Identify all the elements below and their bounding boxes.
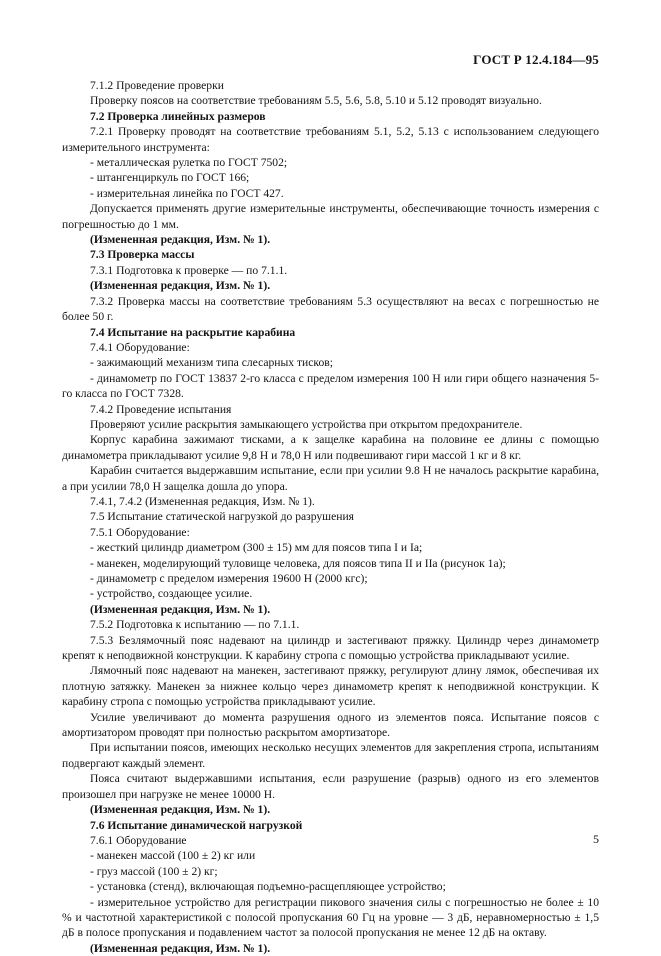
paragraph: Лямочный пояс надевают на манекен, застегивают пряжку, регулируют длину лямок, обеспечивая их плотную затяжку. Манекен за нижнее кольцо через динамометр крепят к неподвижной конструкции. К карабину стропа с помощью устройства прикладывают усилие.	[62, 664, 599, 709]
standard-header: ГОСТ Р 12.4.184—95	[473, 52, 599, 67]
paragraph: 7.5 Испытание статической нагрузкой до разрушения	[90, 510, 354, 524]
paragraph: 7.4.1, 7.4.2 (Измененная редакция, Изм. № 1).	[90, 494, 315, 508]
paragraph: - динамометр по ГОСТ 13837 2-го класса с пределом измерения 100 Н или гири общего назначения 5-го класса по ГОСТ 7328.	[62, 371, 599, 401]
paragraph: 7.1.2 Проведение проверки	[90, 79, 224, 92]
list-item: - манекен массой (100 ± 2) кг или	[90, 849, 256, 863]
paragraph: Проверяют усилие раскрытия замыкающего устройства при открытом предохранителе.	[90, 417, 523, 431]
paragraph: 7.2.1 Проверку проводят на соответствие требованиям 5.1, 5.2, 5.13 с использованием следующего измерительного инструмента:	[62, 125, 599, 154]
list-item: - груз массой (100 ± 2) кг;	[90, 864, 218, 878]
paragraph: 7.5.1 Оборудование:	[90, 525, 190, 539]
paragraph: При испытании поясов, имеющих несколько несущих элементов для закрепления стропа, испытаниям подвергают каждый элемент.	[62, 741, 599, 770]
document-body	[62, 78, 599, 956]
list-item: - динамометр с пределом измерения 19600 Н (2000 кгс);	[90, 572, 368, 585]
section-heading: (Измененная редакция, Изм. № 1).	[90, 602, 271, 616]
paragraph: 7.4.2 Проведение испытания	[90, 402, 232, 416]
list-item: - установка (стенд), включающая подъемно-расщепляющее устройство;	[90, 880, 446, 894]
section-heading: 7.6 Испытание динамической нагрузкой	[90, 818, 303, 832]
section-heading: 7.2 Проверка линейных размеров	[90, 109, 266, 123]
paragraph: 7.5.3 Безлямочный пояс надевают на цилиндр и застегивают пряжку. Цилиндр через динамометр крепят к неподвижной конструкции. К карабину стропа с помощью устройства прикладывают усилие.	[62, 633, 599, 663]
list-item: - манекен, моделирующий туловище человека, для поясов типа II и IIа (рисунок 1а);	[90, 556, 506, 570]
section-heading: (Измененная редакция, Изм. № 1).	[90, 941, 271, 955]
section-heading: (Измененная редакция, Изм. № 1).	[90, 279, 271, 293]
list-item: - штангенциркуль по ГОСТ 166;	[90, 171, 250, 185]
page-number: 5	[593, 832, 599, 846]
paragraph: Корпус карабина зажимают тисками, а к защелке карабина на половине ее длины с помощью динамометра прикладывают усилие 9,8 Н и 78,0 Н или подвешивают гири массой 1 кг и 8 кг.	[62, 433, 599, 462]
paragraph: 7.3.1 Подготовка к проверке — по 7.1.1.	[90, 263, 288, 277]
list-item: - металлическая рулетка по ГОСТ 7502;	[90, 156, 288, 170]
paragraph: Пояса считают выдержавшими испытания, если разрушение (разрыв) одного из его элементов произошел при нагрузке не менее 10000 Н.	[62, 772, 599, 801]
list-item: - зажимающий механизм типа слесарных тисков;	[90, 356, 333, 370]
paragraph: - измерительное устройство для регистрации пикового значения силы с погрешностью не более ± 10 % и частотной характеристикой с полосой пропускания 60 Гц на уровне — 3 дБ, неравномерностью ± 1,5 дБ в полосе пропускания и подавлением частот за полосой пропускания не менее 12 дБ на октаву.	[62, 895, 599, 940]
paragraph: Усилие увеличивают до момента разрушения одного из элементов пояса. Испытание поясов с амортизатором проводят при полностью раскрытом амортизаторе.	[62, 710, 599, 740]
paragraph: 7.4.1 Оборудование:	[90, 340, 190, 354]
section-heading: 7.3 Проверка массы	[90, 248, 195, 262]
paragraph: Допускается применять другие измерительные инструменты, обеспечивающие точность измерения с погрешностью до 1 мм.	[62, 202, 599, 231]
section-heading: 7.4 Испытание на раскрытие карабина	[90, 325, 296, 339]
list-item: - жесткий цилиндр диаметром (300 ± 15) мм для поясов типа I и Iа;	[90, 541, 423, 555]
section-heading: (Измененная редакция, Изм. № 1).	[90, 803, 271, 817]
paragraph: Проверку поясов на соответствие требованиям 5.5, 5.6, 5.8, 5.10 и 5.12 проводят визуально.	[90, 94, 542, 108]
list-item: - устройство, создающее усилие.	[90, 587, 253, 601]
paragraph: 7.6.1 Оборудование	[90, 833, 187, 847]
paragraph: 7.5.2 Подготовка к испытанию — по 7.1.1.	[90, 618, 300, 632]
list-item: - измерительная линейка по ГОСТ 427.	[90, 186, 284, 200]
section-heading: (Измененная редакция, Изм. № 1).	[90, 233, 271, 247]
paragraph: 7.3.2 Проверка массы на соответствие требованиям 5.3 осуществляют на весах с погрешностью не более 50 г.	[62, 294, 599, 324]
paragraph: Карабин считается выдержавшим испытание, если при усилии 9.8 Н не началось раскрытие карабина, а при усилии 78,0 Н защелка дошла до упора.	[62, 464, 599, 493]
